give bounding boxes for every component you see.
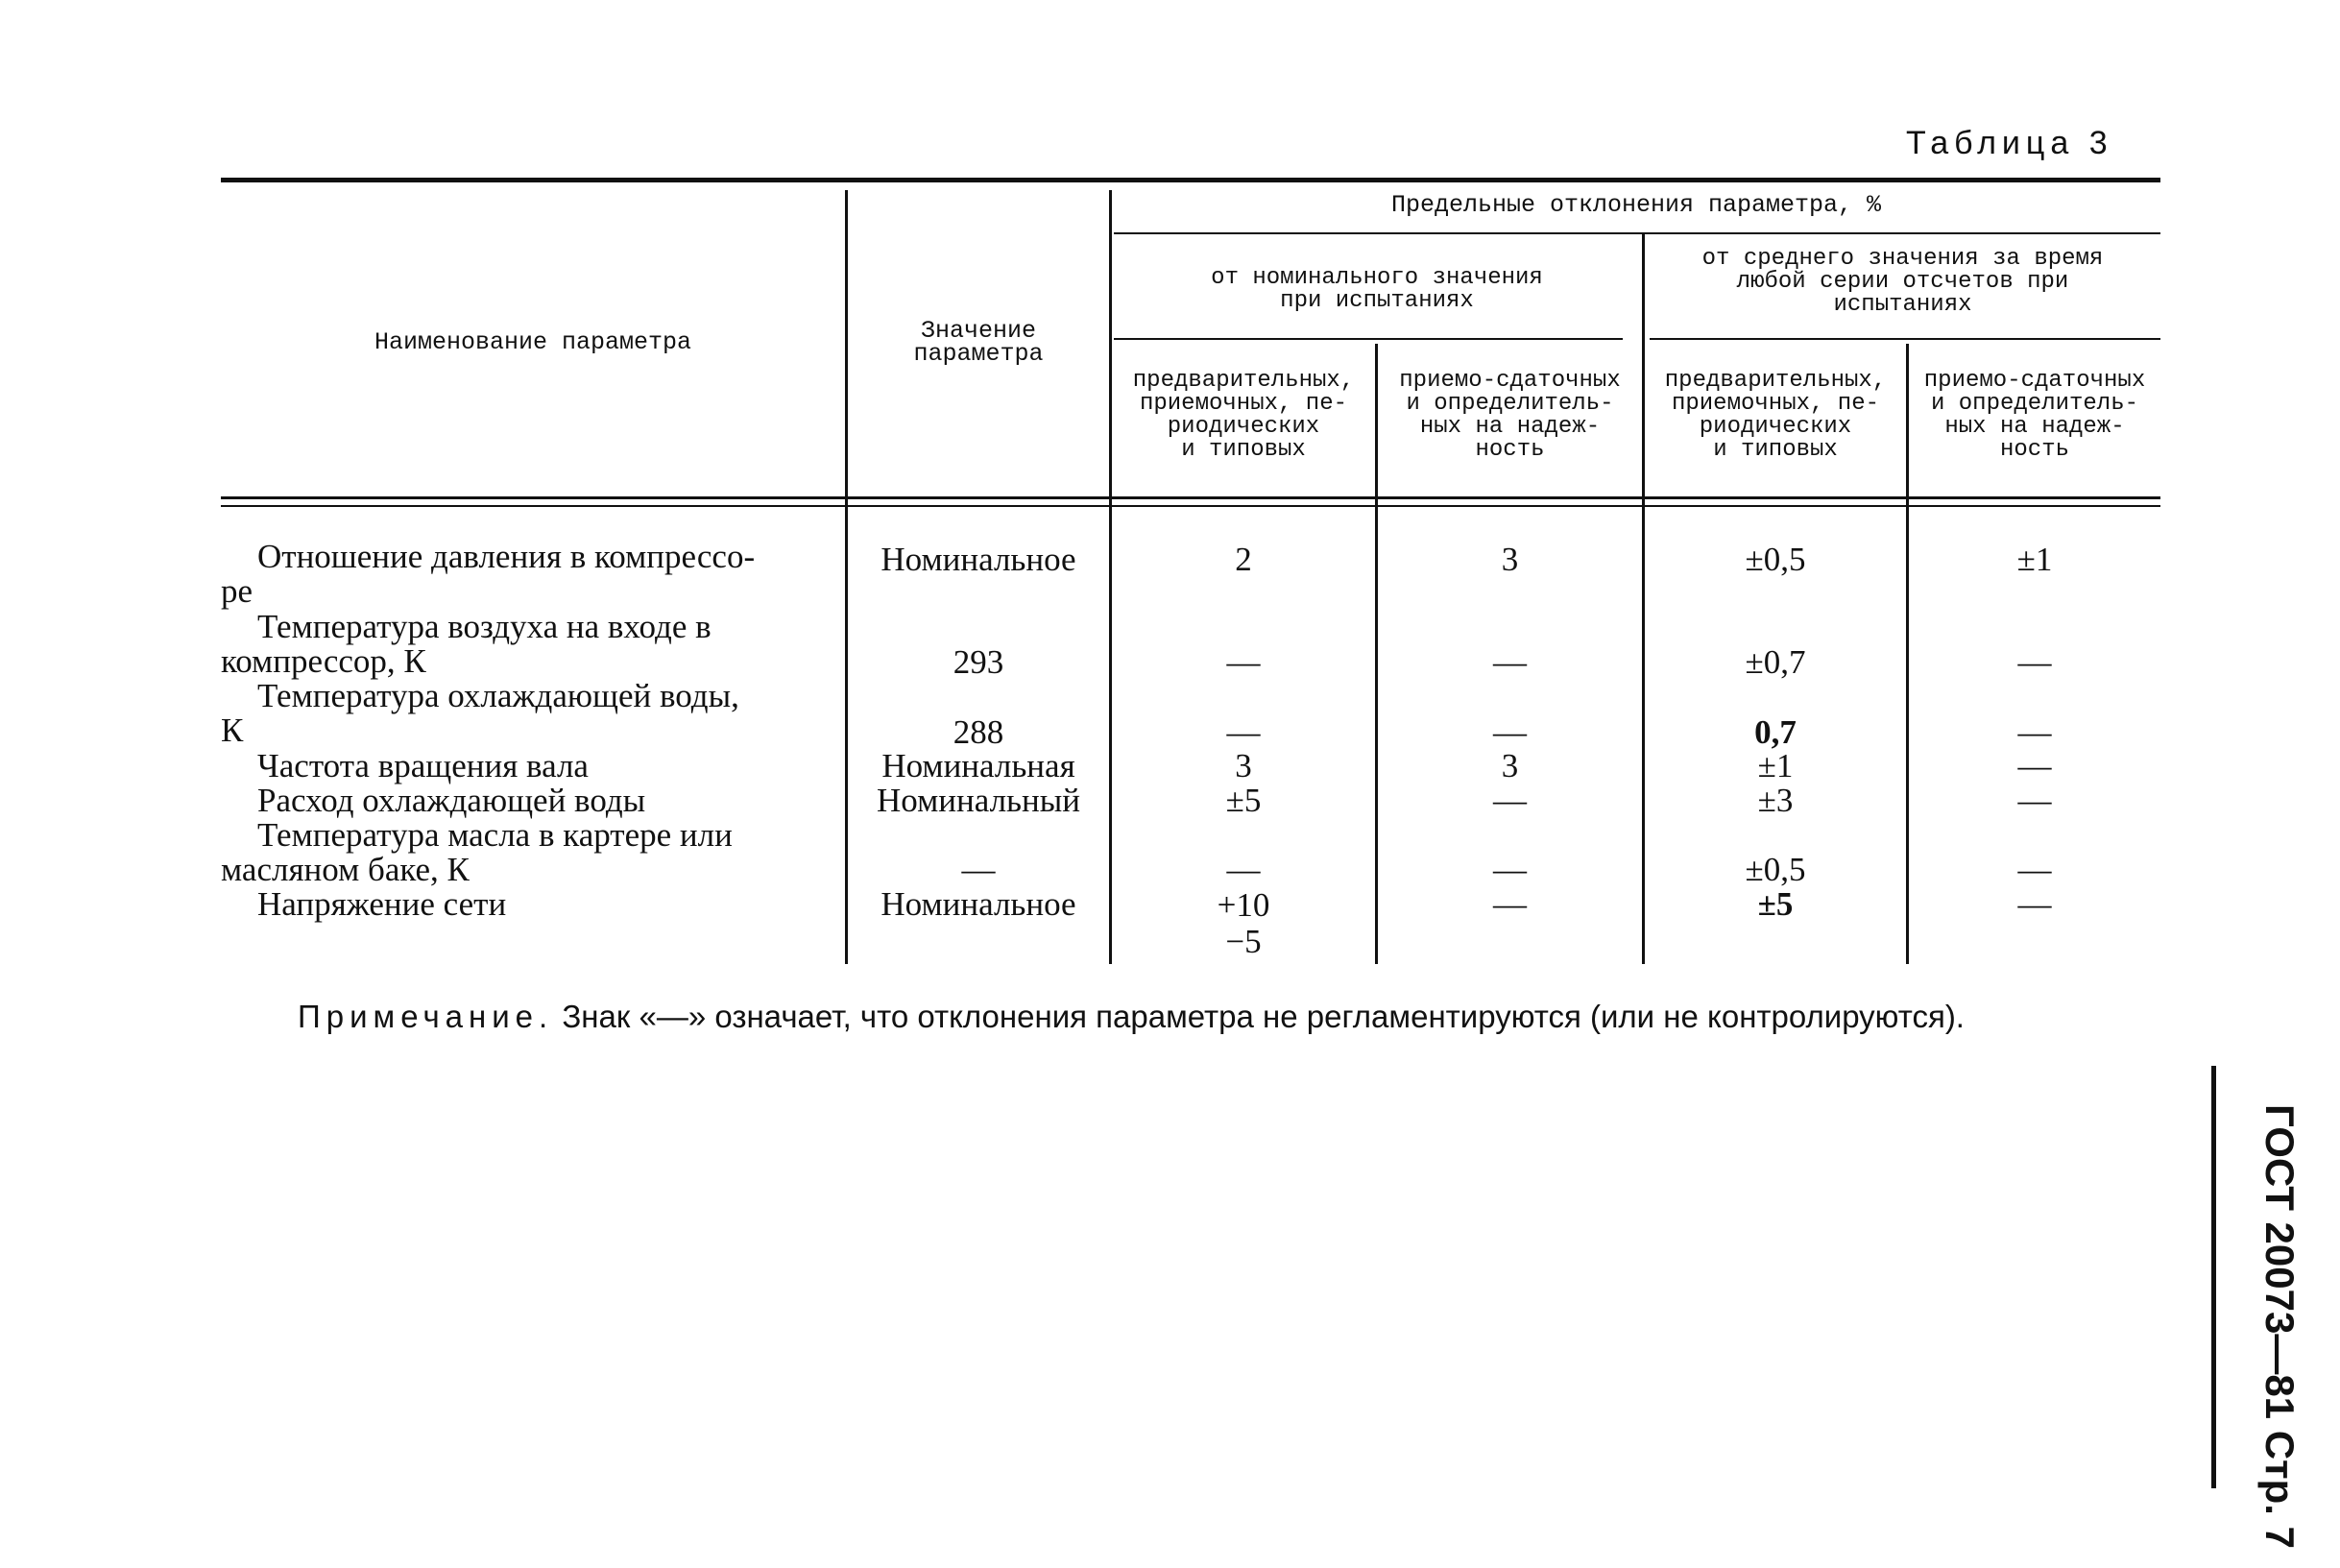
header-rule-subgroups-right [1650, 338, 2160, 340]
row-c3: ±0,5 [1745, 541, 1806, 578]
note-text: Знак «—» означает, что отклонения параметра не регламентируются (или не контролируются). [562, 999, 1965, 1034]
table-row-name [221, 540, 833, 609]
row-name-text: Температура воздуха на входе в компрессор, К [221, 608, 712, 680]
row-c1: 2 [1235, 541, 1252, 578]
row-c3: ±1 [1757, 747, 1794, 784]
row-name-text: Температура охлаждающей воды, К [221, 677, 739, 749]
row-c1: — [1226, 713, 1261, 751]
row-value: — [961, 851, 996, 888]
row-c1: ±5 [1225, 782, 1262, 819]
header-param-name: Наименование параметра [374, 328, 692, 356]
row-c2: — [1493, 885, 1527, 923]
row-c4: ±1 [2016, 541, 2053, 578]
table-row-name [221, 749, 833, 784]
header-sub-acceptance-2: приемо-сдаточных и определитель- ных на надеж- ность [1923, 368, 2146, 463]
table-row-name [221, 610, 833, 679]
header-bottom-rule [221, 496, 2160, 499]
row-c4: — [2017, 643, 2052, 681]
row-c4: — [2017, 851, 2052, 888]
header-sub-acceptance-1: приемо-сдаточных и определитель- ных на надеж- ность [1399, 368, 1621, 463]
row-value: Номинальный [877, 782, 1080, 819]
row-value: Номинальная [881, 747, 1075, 784]
table-row-name [221, 784, 833, 818]
row-c3: 0,7 [1754, 713, 1797, 751]
row-c1: — [1226, 851, 1261, 888]
header-bottom-rule-double [221, 505, 2160, 507]
side-margin-rule [2211, 1066, 2216, 1488]
table-top-rule [221, 178, 2160, 182]
row-name-text: Напряжение сети [257, 885, 507, 923]
row-c2: — [1493, 851, 1527, 888]
row-c3: ±0,7 [1745, 643, 1806, 681]
table-note [298, 999, 2180, 1035]
table-caption: Таблица 3 [1906, 125, 2113, 161]
row-value: 288 [953, 713, 1004, 751]
header-rule-deviations [1114, 232, 2160, 234]
row-value: 293 [953, 643, 1004, 681]
header-limit-deviations: Предельные отклонения параметра, % [1390, 191, 1882, 219]
row-c2: 3 [1501, 747, 1519, 784]
row-c1: 3 [1235, 747, 1252, 784]
row-name-text: Частота вращения вала [257, 747, 589, 784]
column-rule-1 [845, 190, 848, 964]
row-c1: — [1226, 643, 1261, 681]
row-c2: 3 [1501, 541, 1519, 578]
row-c2: — [1493, 643, 1527, 681]
row-name-text: Температура масла в картере или масляном баке, К [221, 816, 733, 888]
header-sub-prelim-1: предварительных, приемочных, пе- риодических и типовых [1132, 368, 1355, 463]
table-row-name [221, 818, 833, 887]
row-c4: — [2017, 885, 2052, 923]
note-label: Примечание. [298, 999, 554, 1034]
side-page-label: ГОСТ 20073—81 Стр. 7 [2257, 1104, 2303, 1549]
row-value: Номинальное [881, 541, 1076, 578]
header-from-nominal: от номинального значения при испытаниях [1211, 265, 1543, 314]
row-c3: ±5 [1757, 885, 1794, 923]
row-name-text: Отношение давления в компрессо- ре [221, 538, 756, 610]
row-name-text: Расход охлаждающей воды [257, 782, 646, 819]
table-row-name [221, 679, 833, 748]
row-c4: — [2017, 713, 2052, 751]
header-rule-subgroups-left [1114, 338, 1623, 340]
row-c4: — [2017, 747, 2052, 784]
row-c1: +10 −5 [1217, 886, 1270, 960]
header-sub-prelim-2: предварительных, приемочных, пе- риодических и типовых [1664, 368, 1887, 463]
row-c4: — [2017, 782, 2052, 819]
header-from-average: от среднего значения за время любой серии отсчетов при испытаниях [1701, 246, 2104, 318]
row-c3: ±0,5 [1745, 851, 1806, 888]
row-value: Номинальное [881, 885, 1076, 923]
header-param-value: Значение параметра [913, 317, 1044, 368]
table-row-name [221, 887, 833, 922]
row-c2: — [1493, 713, 1527, 751]
row-c2: — [1493, 782, 1527, 819]
row-c3: ±3 [1757, 782, 1794, 819]
